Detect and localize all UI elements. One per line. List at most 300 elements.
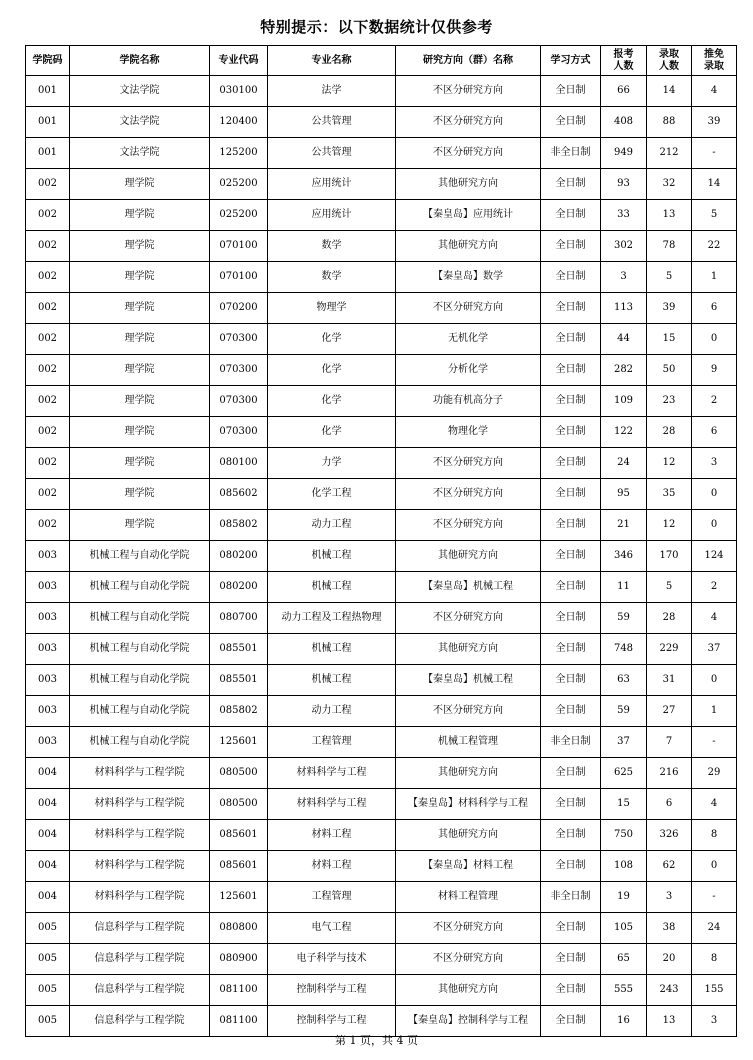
table-row bbox=[26, 386, 737, 417]
cell-applicants: 346 bbox=[601, 541, 647, 572]
cell-applicants: 555 bbox=[601, 975, 647, 1006]
cell-college-code: 005 bbox=[26, 975, 70, 1006]
header-study-mode: 学习方式 bbox=[541, 46, 601, 76]
cell-study-mode: 全日制 bbox=[541, 975, 601, 1006]
cell-study-mode: 全日制 bbox=[541, 293, 601, 324]
cell-study-mode: 全日制 bbox=[541, 510, 601, 541]
table-row bbox=[26, 603, 737, 634]
cell-applicants: 93 bbox=[601, 169, 647, 200]
cell-exempt-admitted: 6 bbox=[692, 293, 737, 324]
cell-research-direction: 不区分研究方向 bbox=[396, 293, 541, 324]
cell-college-name: 机械工程与自动化学院 bbox=[70, 541, 210, 572]
table-row bbox=[26, 820, 737, 851]
cell-applicants: 65 bbox=[601, 944, 647, 975]
cell-college-name: 理学院 bbox=[70, 169, 210, 200]
cell-applicants: 105 bbox=[601, 913, 647, 944]
cell-college-code: 002 bbox=[26, 479, 70, 510]
cell-college-name: 理学院 bbox=[70, 231, 210, 262]
table-row bbox=[26, 913, 737, 944]
cell-admitted: 62 bbox=[647, 851, 692, 882]
cell-research-direction: 不区分研究方向 bbox=[396, 479, 541, 510]
cell-admitted: 212 bbox=[647, 138, 692, 169]
cell-research-direction: 机械工程管理 bbox=[396, 727, 541, 758]
cell-exempt-admitted: 8 bbox=[692, 944, 737, 975]
cell-exempt-admitted: 39 bbox=[692, 107, 737, 138]
cell-exempt-admitted: 0 bbox=[692, 324, 737, 355]
cell-college-code: 002 bbox=[26, 324, 70, 355]
header-research-direction: 研究方向（群）名称 bbox=[396, 46, 541, 76]
cell-study-mode: 全日制 bbox=[541, 107, 601, 138]
cell-major-name: 机械工程 bbox=[268, 541, 396, 572]
page-footer: 第 1 页，共 4 页 bbox=[335, 1034, 418, 1047]
cell-study-mode: 全日制 bbox=[541, 324, 601, 355]
cell-exempt-admitted: 2 bbox=[692, 572, 737, 603]
cell-college-code: 003 bbox=[26, 727, 70, 758]
cell-college-code: 005 bbox=[26, 913, 70, 944]
cell-college-name: 信息科学与工程学院 bbox=[70, 975, 210, 1006]
cell-exempt-admitted: 2 bbox=[692, 386, 737, 417]
cell-admitted: 31 bbox=[647, 665, 692, 696]
cell-college-code: 002 bbox=[26, 200, 70, 231]
cell-study-mode: 全日制 bbox=[541, 851, 601, 882]
cell-exempt-admitted: 0 bbox=[692, 665, 737, 696]
cell-college-name: 材料科学与工程学院 bbox=[70, 851, 210, 882]
cell-college-name: 机械工程与自动化学院 bbox=[70, 572, 210, 603]
cell-college-name: 理学院 bbox=[70, 200, 210, 231]
table-row bbox=[26, 293, 737, 324]
cell-admitted: 78 bbox=[647, 231, 692, 262]
cell-college-code: 002 bbox=[26, 510, 70, 541]
cell-research-direction: 无机化学 bbox=[396, 324, 541, 355]
cell-applicants: 122 bbox=[601, 417, 647, 448]
cell-applicants: 21 bbox=[601, 510, 647, 541]
cell-major-name: 机械工程 bbox=[268, 634, 396, 665]
cell-research-direction: 不区分研究方向 bbox=[396, 944, 541, 975]
cell-college-code: 004 bbox=[26, 758, 70, 789]
cell-college-name: 理学院 bbox=[70, 293, 210, 324]
cell-study-mode: 非全日制 bbox=[541, 138, 601, 169]
cell-research-direction: 不区分研究方向 bbox=[396, 913, 541, 944]
cell-admitted: 28 bbox=[647, 417, 692, 448]
cell-college-name: 理学院 bbox=[70, 386, 210, 417]
cell-major-name: 公共管理 bbox=[268, 138, 396, 169]
table-row bbox=[26, 76, 737, 107]
cell-major-code: 085601 bbox=[210, 820, 268, 851]
cell-admitted: 12 bbox=[647, 510, 692, 541]
cell-research-direction: 不区分研究方向 bbox=[396, 696, 541, 727]
cell-applicants: 949 bbox=[601, 138, 647, 169]
cell-exempt-admitted: 5 bbox=[692, 200, 737, 231]
cell-admitted: 6 bbox=[647, 789, 692, 820]
cell-applicants: 748 bbox=[601, 634, 647, 665]
cell-college-name: 机械工程与自动化学院 bbox=[70, 727, 210, 758]
cell-applicants: 302 bbox=[601, 231, 647, 262]
cell-college-name: 材料科学与工程学院 bbox=[70, 820, 210, 851]
cell-major-name: 材料科学与工程 bbox=[268, 789, 396, 820]
cell-major-name: 控制科学与工程 bbox=[268, 975, 396, 1006]
table-row bbox=[26, 634, 737, 665]
cell-study-mode: 非全日制 bbox=[541, 727, 601, 758]
cell-major-name: 电子科学与技术 bbox=[268, 944, 396, 975]
cell-research-direction: 其他研究方向 bbox=[396, 231, 541, 262]
cell-major-name: 化学工程 bbox=[268, 479, 396, 510]
table-row bbox=[26, 200, 737, 231]
cell-college-name: 理学院 bbox=[70, 479, 210, 510]
cell-research-direction: 材料工程管理 bbox=[396, 882, 541, 913]
cell-college-code: 002 bbox=[26, 231, 70, 262]
cell-college-code: 003 bbox=[26, 603, 70, 634]
cell-admitted: 14 bbox=[647, 76, 692, 107]
cell-study-mode: 全日制 bbox=[541, 448, 601, 479]
cell-exempt-admitted: 1 bbox=[692, 262, 737, 293]
cell-applicants: 63 bbox=[601, 665, 647, 696]
cell-exempt-admitted: - bbox=[692, 727, 737, 758]
cell-major-name: 化学 bbox=[268, 386, 396, 417]
cell-applicants: 33 bbox=[601, 200, 647, 231]
table-row bbox=[26, 448, 737, 479]
table-row bbox=[26, 975, 737, 1006]
cell-research-direction: 分析化学 bbox=[396, 355, 541, 386]
cell-major-code: 081100 bbox=[210, 1006, 268, 1037]
cell-major-code: 120400 bbox=[210, 107, 268, 138]
cell-exempt-admitted: 124 bbox=[692, 541, 737, 572]
table-row bbox=[26, 231, 737, 262]
cell-research-direction: 功能有机高分子 bbox=[396, 386, 541, 417]
cell-exempt-admitted: 3 bbox=[692, 1006, 737, 1037]
cell-admitted: 5 bbox=[647, 262, 692, 293]
cell-study-mode: 全日制 bbox=[541, 572, 601, 603]
cell-major-code: 070300 bbox=[210, 386, 268, 417]
cell-applicants: 16 bbox=[601, 1006, 647, 1037]
cell-exempt-admitted: 6 bbox=[692, 417, 737, 448]
cell-study-mode: 全日制 bbox=[541, 665, 601, 696]
cell-exempt-admitted: - bbox=[692, 882, 737, 913]
cell-applicants: 113 bbox=[601, 293, 647, 324]
cell-college-code: 002 bbox=[26, 355, 70, 386]
cell-major-code: 070300 bbox=[210, 355, 268, 386]
cell-research-direction: 其他研究方向 bbox=[396, 758, 541, 789]
cell-research-direction: 物理化学 bbox=[396, 417, 541, 448]
cell-major-name: 电气工程 bbox=[268, 913, 396, 944]
cell-major-name: 控制科学与工程 bbox=[268, 1006, 396, 1037]
cell-research-direction: 【秦皇岛】控制科学与工程 bbox=[396, 1006, 541, 1037]
cell-major-code: 025200 bbox=[210, 169, 268, 200]
cell-major-code: 070300 bbox=[210, 324, 268, 355]
admission-statistics-table bbox=[25, 45, 737, 1037]
cell-major-name: 材料科学与工程 bbox=[268, 758, 396, 789]
cell-major-code: 080800 bbox=[210, 913, 268, 944]
cell-major-name: 应用统计 bbox=[268, 200, 396, 231]
cell-study-mode: 全日制 bbox=[541, 1006, 601, 1037]
cell-applicants: 625 bbox=[601, 758, 647, 789]
cell-college-name: 文法学院 bbox=[70, 76, 210, 107]
cell-admitted: 28 bbox=[647, 603, 692, 634]
table-body bbox=[26, 76, 737, 1037]
cell-admitted: 13 bbox=[647, 200, 692, 231]
cell-research-direction: 不区分研究方向 bbox=[396, 603, 541, 634]
cell-college-name: 理学院 bbox=[70, 324, 210, 355]
cell-applicants: 11 bbox=[601, 572, 647, 603]
cell-admitted: 5 bbox=[647, 572, 692, 603]
cell-college-code: 004 bbox=[26, 851, 70, 882]
cell-major-code: 070200 bbox=[210, 293, 268, 324]
cell-major-name: 物理学 bbox=[268, 293, 396, 324]
cell-major-code: 085501 bbox=[210, 665, 268, 696]
cell-college-code: 002 bbox=[26, 417, 70, 448]
header-exempt-admitted: 推免 录取 bbox=[692, 46, 737, 76]
cell-college-name: 信息科学与工程学院 bbox=[70, 913, 210, 944]
cell-college-code: 002 bbox=[26, 448, 70, 479]
header-admitted: 录取 人数 bbox=[647, 46, 692, 76]
cell-research-direction: 【秦皇岛】机械工程 bbox=[396, 665, 541, 696]
cell-major-code: 080700 bbox=[210, 603, 268, 634]
table-row bbox=[26, 727, 737, 758]
cell-study-mode: 全日制 bbox=[541, 603, 601, 634]
cell-research-direction: 不区分研究方向 bbox=[396, 76, 541, 107]
table-row bbox=[26, 355, 737, 386]
cell-admitted: 23 bbox=[647, 386, 692, 417]
cell-college-code: 004 bbox=[26, 882, 70, 913]
cell-major-code: 085601 bbox=[210, 851, 268, 882]
cell-exempt-admitted: 3 bbox=[692, 448, 737, 479]
cell-major-name: 动力工程 bbox=[268, 696, 396, 727]
cell-college-name: 文法学院 bbox=[70, 138, 210, 169]
cell-admitted: 243 bbox=[647, 975, 692, 1006]
header-major-name: 专业名称 bbox=[268, 46, 396, 76]
table-row bbox=[26, 851, 737, 882]
cell-research-direction: 其他研究方向 bbox=[396, 634, 541, 665]
cell-research-direction: 不区分研究方向 bbox=[396, 138, 541, 169]
table-row bbox=[26, 882, 737, 913]
table-row bbox=[26, 1006, 737, 1037]
cell-major-code: 080900 bbox=[210, 944, 268, 975]
cell-college-code: 002 bbox=[26, 293, 70, 324]
table-row bbox=[26, 479, 737, 510]
cell-major-name: 机械工程 bbox=[268, 572, 396, 603]
cell-study-mode: 全日制 bbox=[541, 789, 601, 820]
cell-research-direction: 其他研究方向 bbox=[396, 169, 541, 200]
cell-study-mode: 全日制 bbox=[541, 758, 601, 789]
cell-major-name: 化学 bbox=[268, 417, 396, 448]
cell-major-name: 化学 bbox=[268, 355, 396, 386]
cell-applicants: 750 bbox=[601, 820, 647, 851]
cell-major-code: 085602 bbox=[210, 479, 268, 510]
cell-research-direction: 其他研究方向 bbox=[396, 541, 541, 572]
cell-exempt-admitted: 14 bbox=[692, 169, 737, 200]
cell-research-direction: 【秦皇岛】机械工程 bbox=[396, 572, 541, 603]
cell-applicants: 108 bbox=[601, 851, 647, 882]
cell-major-name: 法学 bbox=[268, 76, 396, 107]
cell-study-mode: 全日制 bbox=[541, 479, 601, 510]
cell-major-code: 085802 bbox=[210, 510, 268, 541]
cell-college-name: 理学院 bbox=[70, 448, 210, 479]
table-header-row bbox=[26, 46, 737, 76]
cell-college-code: 003 bbox=[26, 696, 70, 727]
cell-major-code: 070100 bbox=[210, 231, 268, 262]
table-row bbox=[26, 138, 737, 169]
cell-admitted: 326 bbox=[647, 820, 692, 851]
cell-research-direction: 不区分研究方向 bbox=[396, 448, 541, 479]
table-row bbox=[26, 324, 737, 355]
cell-admitted: 35 bbox=[647, 479, 692, 510]
cell-college-code: 001 bbox=[26, 138, 70, 169]
cell-college-code: 005 bbox=[26, 1006, 70, 1037]
cell-applicants: 109 bbox=[601, 386, 647, 417]
cell-study-mode: 全日制 bbox=[541, 169, 601, 200]
cell-admitted: 38 bbox=[647, 913, 692, 944]
table-row bbox=[26, 107, 737, 138]
cell-college-name: 机械工程与自动化学院 bbox=[70, 634, 210, 665]
cell-research-direction: 【秦皇岛】应用统计 bbox=[396, 200, 541, 231]
cell-research-direction: 【秦皇岛】材料科学与工程 bbox=[396, 789, 541, 820]
cell-major-name: 动力工程及工程热物理 bbox=[268, 603, 396, 634]
cell-admitted: 50 bbox=[647, 355, 692, 386]
cell-college-name: 理学院 bbox=[70, 262, 210, 293]
cell-exempt-admitted: 4 bbox=[692, 76, 737, 107]
cell-college-name: 理学院 bbox=[70, 417, 210, 448]
table-row bbox=[26, 944, 737, 975]
cell-major-code: 080200 bbox=[210, 572, 268, 603]
cell-study-mode: 非全日制 bbox=[541, 882, 601, 913]
cell-college-name: 机械工程与自动化学院 bbox=[70, 603, 210, 634]
cell-college-code: 001 bbox=[26, 107, 70, 138]
table-row bbox=[26, 417, 737, 448]
cell-admitted: 216 bbox=[647, 758, 692, 789]
header-major-code: 专业代码 bbox=[210, 46, 268, 76]
cell-major-name: 材料工程 bbox=[268, 820, 396, 851]
cell-exempt-admitted: 0 bbox=[692, 479, 737, 510]
cell-admitted: 7 bbox=[647, 727, 692, 758]
cell-exempt-admitted: 0 bbox=[692, 851, 737, 882]
cell-study-mode: 全日制 bbox=[541, 696, 601, 727]
cell-applicants: 282 bbox=[601, 355, 647, 386]
cell-applicants: 408 bbox=[601, 107, 647, 138]
cell-major-code: 070300 bbox=[210, 417, 268, 448]
cell-college-code: 003 bbox=[26, 634, 70, 665]
cell-study-mode: 全日制 bbox=[541, 76, 601, 107]
cell-exempt-admitted: 9 bbox=[692, 355, 737, 386]
cell-admitted: 170 bbox=[647, 541, 692, 572]
cell-major-name: 力学 bbox=[268, 448, 396, 479]
cell-applicants: 95 bbox=[601, 479, 647, 510]
cell-study-mode: 全日制 bbox=[541, 417, 601, 448]
cell-college-code: 003 bbox=[26, 541, 70, 572]
cell-admitted: 20 bbox=[647, 944, 692, 975]
table-row bbox=[26, 696, 737, 727]
cell-applicants: 19 bbox=[601, 882, 647, 913]
cell-college-code: 004 bbox=[26, 789, 70, 820]
cell-college-name: 信息科学与工程学院 bbox=[70, 944, 210, 975]
cell-major-name: 工程管理 bbox=[268, 727, 396, 758]
cell-college-name: 理学院 bbox=[70, 355, 210, 386]
cell-college-code: 002 bbox=[26, 169, 70, 200]
cell-college-name: 理学院 bbox=[70, 510, 210, 541]
cell-major-name: 公共管理 bbox=[268, 107, 396, 138]
cell-college-code: 005 bbox=[26, 944, 70, 975]
cell-exempt-admitted: 155 bbox=[692, 975, 737, 1006]
cell-applicants: 59 bbox=[601, 603, 647, 634]
cell-admitted: 229 bbox=[647, 634, 692, 665]
cell-exempt-admitted: 4 bbox=[692, 789, 737, 820]
cell-research-direction: 其他研究方向 bbox=[396, 820, 541, 851]
table-row bbox=[26, 169, 737, 200]
cell-study-mode: 全日制 bbox=[541, 355, 601, 386]
table-row bbox=[26, 789, 737, 820]
cell-college-code: 002 bbox=[26, 262, 70, 293]
cell-research-direction: 不区分研究方向 bbox=[396, 107, 541, 138]
cell-applicants: 44 bbox=[601, 324, 647, 355]
cell-applicants: 66 bbox=[601, 76, 647, 107]
cell-exempt-admitted: 24 bbox=[692, 913, 737, 944]
cell-applicants: 37 bbox=[601, 727, 647, 758]
cell-major-name: 化学 bbox=[268, 324, 396, 355]
cell-major-code: 080500 bbox=[210, 789, 268, 820]
cell-study-mode: 全日制 bbox=[541, 820, 601, 851]
table-row bbox=[26, 665, 737, 696]
cell-exempt-admitted: 29 bbox=[692, 758, 737, 789]
cell-study-mode: 全日制 bbox=[541, 231, 601, 262]
cell-exempt-admitted: 4 bbox=[692, 603, 737, 634]
header-college-code: 学院码 bbox=[26, 46, 70, 76]
cell-college-code: 004 bbox=[26, 820, 70, 851]
cell-study-mode: 全日制 bbox=[541, 541, 601, 572]
table-row bbox=[26, 262, 737, 293]
cell-exempt-admitted: 1 bbox=[692, 696, 737, 727]
cell-admitted: 13 bbox=[647, 1006, 692, 1037]
cell-exempt-admitted: - bbox=[692, 138, 737, 169]
cell-major-name: 材料工程 bbox=[268, 851, 396, 882]
page-title: 特别提示：以下数据统计仅供参考 bbox=[260, 18, 493, 36]
cell-college-code: 001 bbox=[26, 76, 70, 107]
cell-major-code: 070100 bbox=[210, 262, 268, 293]
header-applicants: 报考 人数 bbox=[601, 46, 647, 76]
cell-major-code: 085501 bbox=[210, 634, 268, 665]
cell-college-name: 机械工程与自动化学院 bbox=[70, 665, 210, 696]
cell-study-mode: 全日制 bbox=[541, 262, 601, 293]
cell-college-name: 材料科学与工程学院 bbox=[70, 882, 210, 913]
cell-college-name: 材料科学与工程学院 bbox=[70, 758, 210, 789]
cell-major-code: 080200 bbox=[210, 541, 268, 572]
cell-major-code: 125601 bbox=[210, 882, 268, 913]
cell-major-code: 080100 bbox=[210, 448, 268, 479]
cell-admitted: 39 bbox=[647, 293, 692, 324]
table-row bbox=[26, 758, 737, 789]
cell-major-code: 085802 bbox=[210, 696, 268, 727]
cell-study-mode: 全日制 bbox=[541, 944, 601, 975]
cell-major-name: 应用统计 bbox=[268, 169, 396, 200]
cell-applicants: 24 bbox=[601, 448, 647, 479]
cell-college-name: 信息科学与工程学院 bbox=[70, 1006, 210, 1037]
cell-exempt-admitted: 0 bbox=[692, 510, 737, 541]
cell-college-name: 材料科学与工程学院 bbox=[70, 789, 210, 820]
cell-college-code: 003 bbox=[26, 572, 70, 603]
cell-major-name: 动力工程 bbox=[268, 510, 396, 541]
cell-major-code: 125601 bbox=[210, 727, 268, 758]
cell-major-name: 机械工程 bbox=[268, 665, 396, 696]
cell-applicants: 3 bbox=[601, 262, 647, 293]
cell-college-code: 002 bbox=[26, 386, 70, 417]
cell-college-name: 文法学院 bbox=[70, 107, 210, 138]
cell-major-name: 数学 bbox=[268, 262, 396, 293]
cell-major-code: 081100 bbox=[210, 975, 268, 1006]
cell-research-direction: 【秦皇岛】数学 bbox=[396, 262, 541, 293]
cell-admitted: 32 bbox=[647, 169, 692, 200]
cell-exempt-admitted: 8 bbox=[692, 820, 737, 851]
cell-major-code: 125200 bbox=[210, 138, 268, 169]
cell-major-code: 025200 bbox=[210, 200, 268, 231]
cell-study-mode: 全日制 bbox=[541, 386, 601, 417]
cell-exempt-admitted: 37 bbox=[692, 634, 737, 665]
